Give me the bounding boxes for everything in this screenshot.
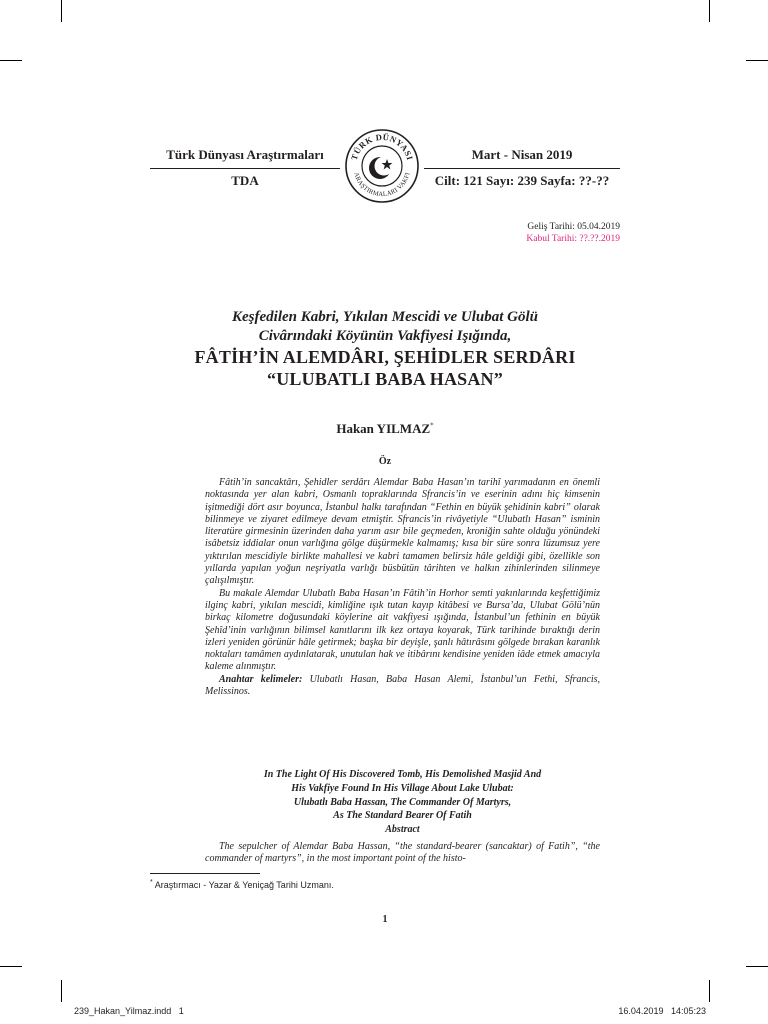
subtitle-line-1: Keşfedilen Kabri, Yıkılan Mescidi ve Ulubat Gölü <box>232 309 538 325</box>
abstract-en-paragraph: The sepulcher of Alemdar Baba Hassan, “the standard-bearer (sancaktar) of Fatih”, “the commander of martyrs”, in the most important point of the histo- <box>205 841 600 865</box>
en-title-line-3: Ulubatlı Baba Hassan, The Commander Of Martyrs, <box>293 796 512 808</box>
accepted-date: Kabul Tarihi: ??.??.2019 <box>526 234 620 244</box>
received-date: Geliş Tarihi: 05.04.2019 <box>527 222 620 232</box>
svg-text:ARAŞTIRMALARI VAKFI: ARAŞTIRMALARI VAKFI <box>352 171 412 199</box>
title-line-1: FÂTİH’İN ALEMDÂRI, ŞEHİDLER SERDÂRI <box>194 347 576 367</box>
page-number: 1 <box>382 914 388 925</box>
keywords <box>205 674 600 699</box>
slug-file: 239_Hakan_Yilmaz.indd 1 <box>74 1006 184 1016</box>
journal-name: Türk Dünyası Araştırmaları <box>166 147 324 162</box>
crop-mark-bottom-left-v <box>61 980 62 1002</box>
header-rule-right <box>424 168 620 169</box>
article-subtitle <box>150 308 620 346</box>
issue-info: Cilt: 121 Sayı: 239 Sayfa: ??-?? <box>434 173 610 188</box>
journal-abbr: TDA <box>231 173 259 188</box>
abstract-tr-heading: Öz <box>378 456 392 467</box>
header-rule-left <box>150 168 340 169</box>
abstract-en-title <box>205 768 600 837</box>
keywords-label: Anahtar kelimeler: <box>219 673 303 685</box>
crop-mark-top-left-v <box>61 0 62 22</box>
footnote-text: Araştırmacı - Yazar & Yeniçağ Tarihi Uzmanı. <box>154 880 334 890</box>
title-line-2: “ULUBATLI BABA HASAN” <box>267 369 503 389</box>
footnote <box>150 879 620 890</box>
footnote-mark: * <box>150 879 153 886</box>
keywords-text: Ulubatlı Hasan, Baba Hasan Alemi, İstanbul’un Fethi, Sfrancis, Melissinos. <box>205 673 600 698</box>
crop-mark-top-left-h <box>0 60 22 61</box>
abstract-en-body <box>205 841 600 866</box>
abstract-en-heading: Abstract <box>385 824 420 836</box>
en-title-line-2: His Vakfiye Found In His Village About Lake Ulubat: <box>291 782 514 794</box>
crop-mark-bottom-right-v <box>709 980 710 1002</box>
en-title-line-4: As The Standard Bearer Of Fatih <box>333 810 472 822</box>
abstract-tr-paragraph-1: Fâtih’in sancaktârı, Şehidler serdârı Alemdar Baba Hasan’ın tarihî yarımadanın en önemli noktasında yer alan kabri, Osmanlı topraklarında Sfrancis’in ve eserinin adını hiç kimsenin işitmediği dört asır boyunca, İstanbul halkı tarafından “Fethin en büyük şehidinin kabri” olarak bilinmeye ve ziyaret edilmeye devam etmiştir. Sfrancis’in rivâyetiyle “Ulubatlı Hasan” isminin literatüre girmesinin üzerinden daha yarım asır bile geçmeden, kroniğin sahte olduğu yönündeki isâbetsiz iddialar onun varlığına gölge düşürmekle kalmamış; kısa bir süre sonra lüzumsuz yere yıktırılan mescidiyle birlikte mahallesi ve kabri tamamen belirsiz hâle geldiği gibi, özellikle son yıllarda yapılan yoğun neşriyatla varlığı büsbütün târihten ve halkın zihinlerinden silinmeye çalışılmıştır. <box>205 477 600 587</box>
crop-mark-top-right-h <box>746 60 768 61</box>
author-name-text: Hakan YILMAZ <box>336 421 431 436</box>
abstract-tr-body <box>205 477 600 698</box>
issue-date: Mart - Nisan 2019 <box>471 147 573 162</box>
crop-mark-bottom-left-h <box>0 966 22 967</box>
slug-date: 16.04.2019 14:05:23 <box>618 1006 706 1016</box>
svg-text:TÜRK DÜNYASI: TÜRK DÜNYASI <box>348 131 416 162</box>
subtitle-line-2: Civârındaki Köyünün Vakfiyesi Işığında, <box>258 328 512 344</box>
en-title-line-1: In The Light Of His Discovered Tomb, His Demolished Masjid And <box>263 769 542 780</box>
foundation-logo <box>344 128 420 204</box>
author-name <box>150 421 620 437</box>
footnote-rule <box>150 873 260 874</box>
author-footnote-mark: * <box>430 421 434 430</box>
crop-mark-top-right-v <box>709 0 710 22</box>
article-title <box>120 346 650 390</box>
abstract-tr-paragraph-2: Bu makale Alemdar Ulubatlı Baba Hasan’ın Fâtih’in Horhor semti yakınlarında keşfettiğimiz ilginç kabri, yıkılan mescidi, kimliğine ışık tutan kayıp kitâbesi ve Bursa’da, Ulubat Gölü’nün birkaç kilometre doğusundaki köylerine ait vakfiyesi ışığında, İstanbul’un fethinin en büyük Şehîd’inin varlığının bilimsel kanıtlarını ilk kez ortaya koyarak, Türk tarihinde bıraktığı derin izleri yeniden görünür hâle getirmek; başka bir deyişle, şanlı hâtırâsını gölgede bırakan karanlık noktaları tamâmen aydınlatarak, unutulan hak ve itibârını kendisine yeniden iâde etmek amacıyla kaleme alınmıştır. <box>205 587 600 673</box>
crop-mark-bottom-right-h <box>746 966 768 967</box>
